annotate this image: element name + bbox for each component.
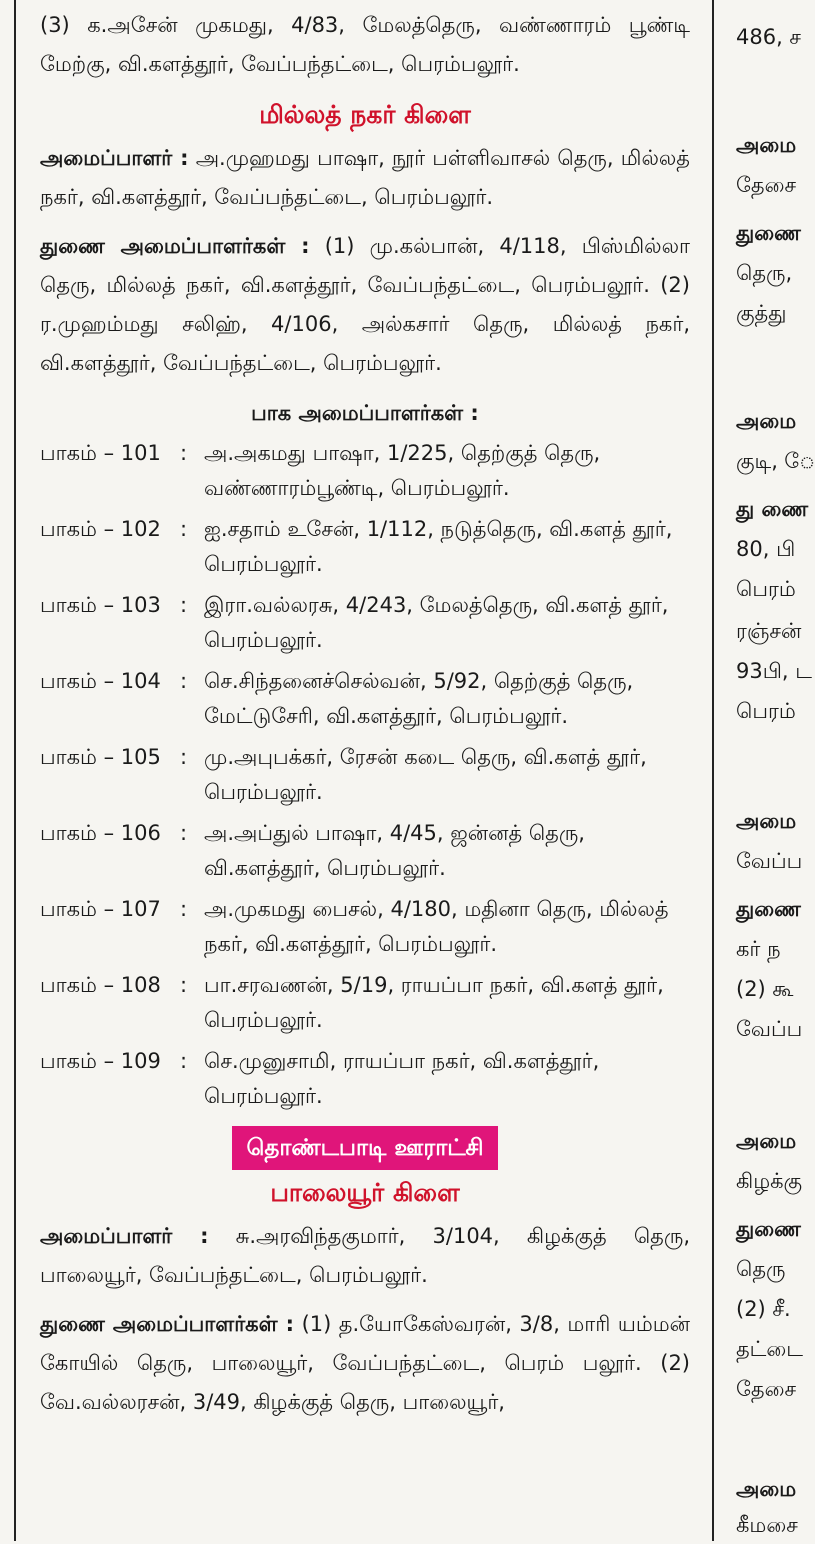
booth-text: அ.முகமது பைசல், 4/180, மதினா தெரு, மில்லத் நகர், வி.களத்தூர், பெரம்பலூர். (204, 897, 669, 956)
right-fragment: கீமசை (736, 1513, 798, 1537)
booth-row: பாகம் – 105 : மு.அபுபக்கர், ரேசன் கடை தெரு, வி.களத் தூர், பெரம்பலூர். (40, 740, 690, 810)
right-fragment: அமை (736, 809, 797, 833)
booth-text: அ.அப்துல் பாஷா, 4/45, ஜன்னத் தெரு, வி.களத்தூர், பெரம்பலூர். (204, 821, 585, 880)
organizer-text: அ.முஹமது பாஷா, நூர் பள்ளிவாசல் தெரு, மில்லத் நகர், வி.களத்தூர், வேப்பந்தட்டை, பெரம்பலூர். (40, 146, 690, 209)
deputy-text: (1) மு.கல்பான், 4/118, பிஸ்மில்லா தெரு, மில்லத் நகர், வி.களத்தூர், வேப்பந்தட்டை, பெரம்பலூர். (2) ர.முஹம்மது சலிஹ், 4/106, அல்கசார் தெரு, மில்லத் நகர், வி.களத்தூர், வேப்பந்தட்டை, பெரம்பலூர். (40, 234, 690, 375)
booth-row: பாகம் – 107 : அ.முகமது பைசல், 4/180, மதினா தெரு, மில்லத் நகர், வி.களத்தூர், பெரம்பலூர். (40, 892, 690, 962)
booth-text: இரா.வல்லரசு, 4/243, மேலத்தெரு, வி.களத் தூர், பெரம்பலூர். (204, 593, 669, 652)
deputy-paragraph (40, 227, 690, 383)
right-fragment: (2) கூ (736, 977, 794, 1001)
booth-text: செ.முனுசாமி, ராயப்பா நகர், வி.களத்தூர், பெரம்பலூர். (204, 1049, 600, 1108)
organizer-paragraph-2 (40, 1217, 690, 1295)
right-fragment: 80, பி (736, 537, 796, 561)
right-fragment: கிழக்கு (736, 1169, 803, 1193)
right-fragment: துணை (736, 897, 801, 921)
right-fragment: அமை (736, 409, 797, 433)
panchayat-banner: தொண்டபாடி ஊராட்சி (232, 1126, 497, 1170)
booth-number: பாகம் – 105 (40, 745, 161, 769)
right-fragment: துணை (736, 1217, 801, 1241)
right-fragment: குடி, ே (736, 449, 815, 473)
right-fragment: அமை (736, 133, 797, 157)
booth-number: பாகம் – 109 (40, 1049, 161, 1073)
right-fragment: 93பி, ட (736, 659, 812, 683)
booth-number: பாகம் – 101 (40, 441, 161, 465)
booth-number: பாகம் – 104 (40, 669, 161, 693)
right-fragment: வேப்ப (736, 1017, 803, 1041)
booth-text: செ.சிந்தனைச்செல்வன், 5/92, தெற்குத் தெரு, மேட்டுசேரி, வி.களத்தூர், பெரம்பலூர். (204, 669, 634, 728)
right-fragment: வேப்ப (736, 849, 803, 873)
intro-paragraph: (3) க.அசேன் முகமது, 4/83, மேலத்தெரு, வண்ணாரம் பூண்டி மேற்கு, வி.களத்தூர், வேப்பந்தட்டை, பெரம்பலூர். (40, 13, 690, 76)
deputy-label-2: துணை அமைப்பாளர்கள் : (40, 1312, 295, 1336)
booth-text: ஐ.சதாம் உசேன், 1/112, நடுத்தெரு, வி.களத் தூர், பெரம்பலூர். (204, 517, 673, 576)
booth-number: பாகம் – 103 (40, 593, 161, 617)
deputy-label: துணை அமைப்பாளர்கள் : (40, 234, 310, 258)
booth-list (40, 436, 690, 1114)
booth-row: பாகம் – 101 : அ.அகமது பாஷா, 1/225, தெற்குத் தெரு, வண்ணாரம்பூண்டி, பெரம்பலூர். (40, 436, 690, 506)
right-fragment: து ணை (736, 497, 809, 521)
booth-text: பா.சரவணன், 5/19, ராயப்பா நகர், வி.களத் தூர், பெரம்பலூர். (204, 973, 664, 1032)
right-fragment: தட்டை (736, 1337, 803, 1361)
right-fragment: பெரம் (736, 699, 796, 723)
organizer-text-2: சு.அரவிந்தகுமார், 3/104, கிழக்குத் தெரு, பாலையூர், வேப்பந்தட்டை, பெரம்பலூர். (40, 1224, 690, 1287)
right-fragment: தேசை (736, 173, 797, 197)
section-title-millath-nagar: மில்லத் நகர் கிளை (259, 100, 471, 129)
right-fragment: 486, ச (736, 25, 802, 49)
right-fragment: தெரு (736, 1257, 786, 1281)
booth-row: பாகம் – 106 : அ.அப்துல் பாஷா, 4/45, ஜன்னத் தெரு, வி.களத்தூர், பெரம்பலூர். (40, 816, 690, 886)
booth-row: பாகம் – 102 : ஐ.சதாம் உசேன், 1/112, நடுத்தெரு, வி.களத் தூர், பெரம்பலூர். (40, 512, 690, 582)
booth-heading: பாக அமைப்பாளர்கள் : (251, 401, 479, 425)
right-fragment: தெரு, (736, 261, 793, 285)
booth-number: பாகம் – 107 (40, 897, 161, 921)
booth-text: மு.அபுபக்கர், ரேசன் கடை தெரு, வி.களத் தூர், பெரம்பலூர். (204, 745, 647, 804)
right-fragment: கர் ந (736, 937, 781, 961)
right-column-cropped (722, 0, 815, 1541)
right-fragment: பெரம் (736, 577, 796, 601)
deputy-paragraph-2 (40, 1305, 690, 1422)
right-fragment: அமை (736, 1477, 797, 1501)
booth-number: பாகம் – 108 (40, 973, 161, 997)
booth-row: பாகம் – 104 : செ.சிந்தனைச்செல்வன், 5/92, தெற்குத் தெரு, மேட்டுசேரி, வி.களத்தூர், பெரம்பலூர். (40, 664, 690, 734)
booth-row: பாகம் – 103 : இரா.வல்லரசு, 4/243, மேலத்தெரு, வி.களத் தூர், பெரம்பலூர். (40, 588, 690, 658)
deputy-text-2: (1) த.யோகேஸ்வரன், 3/8, மாரி யம்மன் கோயில் தெரு, பாலையூர், வேப்பந்தட்டை, பெரம் பலூர். (2) வே.வல்லரசன், 3/49, கிழக்குத் தெரு, பாலையூர், (40, 1312, 690, 1414)
right-fragment: குத்து (736, 301, 787, 325)
left-column (14, 0, 714, 1541)
right-fragment: தேசை (736, 1377, 797, 1401)
section-title-palaiyur: பாலையூர் கிளை (270, 1178, 460, 1207)
organizer-label: அமைப்பாளர் : (40, 146, 189, 170)
organizer-label-2: அமைப்பாளர் : (40, 1224, 209, 1248)
booth-number: பாகம் – 106 (40, 821, 161, 845)
right-fragment: ரஞ்சன் (736, 619, 802, 643)
booth-row: பாகம் – 108 : பா.சரவணன், 5/19, ராயப்பா நகர், வி.களத் தூர், பெரம்பலூர். (40, 968, 690, 1038)
organizer-paragraph (40, 139, 690, 217)
booth-text: அ.அகமது பாஷா, 1/225, தெற்குத் தெரு, வண்ணாரம்பூண்டி, பெரம்பலூர். (204, 441, 601, 500)
booth-row: பாகம் – 109 : செ.முனுசாமி, ராயப்பா நகர், வி.களத்தூர், பெரம்பலூர். (40, 1044, 690, 1114)
booth-number: பாகம் – 102 (40, 517, 161, 541)
right-fragment: அமை (736, 1129, 797, 1153)
right-fragment: (2) சீ. (736, 1297, 791, 1321)
right-fragment: துணை (736, 221, 801, 245)
